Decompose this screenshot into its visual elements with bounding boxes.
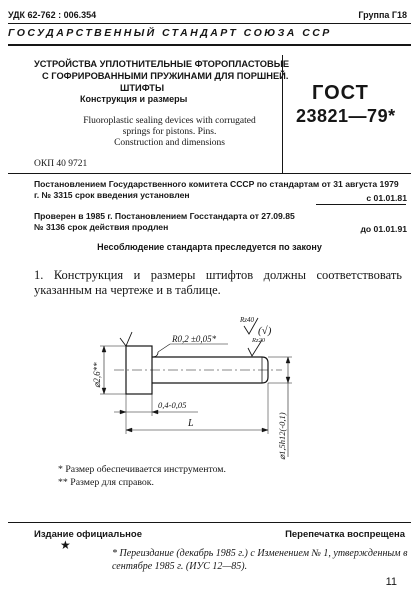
radius-leader (158, 344, 170, 352)
footnote-2: ** Размер для справок. (58, 477, 155, 488)
official-edition: Издание официальное (34, 529, 142, 540)
udk-code: УДК 62-762 : 006.354 (8, 10, 97, 20)
group-code: Группа Г18 (358, 10, 407, 20)
english-title (62, 116, 277, 149)
length-label: L (188, 418, 194, 429)
footnote-1: * Размер обеспечивается инструментом. (58, 464, 226, 475)
title-line-1: УСТРОЙСТВА УПЛОТНИТЕЛЬНЫЕ ФТОРОПЛАСТОВЫЕ (34, 59, 290, 69)
roughness-general-label: Rz40 (240, 316, 254, 324)
bottom-rule (8, 522, 411, 523)
pin-drawing (30, 312, 390, 462)
review-date: до 01.01.91 (360, 224, 407, 234)
title-divider (282, 55, 283, 173)
title-block-rule (8, 173, 411, 174)
tip-roughness-label: Rz20 (252, 337, 265, 344)
standard-banner: ГОСУДАРСТВЕННЫЙ СТАНДАРТ СОЮЗА ССР (8, 27, 332, 39)
title-line-2: С ГОФРИРОВАННЫМИ ПРУЖИНАМИ ДЛЯ ПОРШНЕЙ. (42, 71, 289, 81)
paragraph-1: 1. Конструкция и размеры штифтов должны соответствовать указанным на чертеже и в таблице. (34, 268, 402, 297)
gost-number: 23821—79* (296, 106, 396, 126)
head-diameter-label: ⌀2,6** (92, 362, 102, 388)
document-subtitle: Конструкция и размеры (80, 94, 188, 104)
decree-date-underline (316, 204, 406, 205)
head-roughness-icon (120, 332, 132, 346)
decree-date: с 01.01.81 (366, 193, 407, 203)
english-title-line-3: Construction and dimensions (114, 138, 225, 148)
reprint-notice: Перепечатка воспрещена (285, 529, 405, 540)
page-number: 11 (385, 576, 397, 588)
roughness-open-label: (√) (258, 325, 272, 337)
header-rule-bottom (8, 44, 411, 46)
review-text: Проверен в 1985 г. Постановлением Госстандарта от 27.09.85 № 3136 срок действия продлен (34, 211, 295, 232)
english-title-line-1: Fluoroplastic sealing devices with corrugated (83, 116, 256, 126)
okp-code: ОКП 40 9721 (34, 159, 88, 169)
reissue-note: * Переиздание (декабрь 1985 г.) с Изменением № 1, утвержденным в сентябре 1985 г. (ИУС 12—85). (112, 548, 408, 572)
star-icon: ★ (60, 538, 71, 552)
decree-text: Постановлением Государственного комитета СССР по стандартам от 31 августа 1979 г. № 3315 срок введения установлен (34, 179, 399, 200)
title-line-3: ШТИФТЫ (120, 83, 165, 93)
non-compliance-notice: Несоблюдение стандарта преследуется по закону (97, 242, 322, 252)
radius-label: R0,2 ±0,05* (172, 334, 217, 344)
english-title-line-2: springs for pistons. Pins. (122, 127, 217, 137)
head-length-label: 0,4-0,05 (158, 400, 187, 410)
pin-fillet (152, 352, 158, 357)
gost-label: ГОСТ (312, 82, 369, 104)
shank-diameter-label: ⌀1,5h12(-0,1) (277, 412, 287, 460)
document-title (34, 58, 290, 94)
header-rule-top (8, 23, 411, 24)
